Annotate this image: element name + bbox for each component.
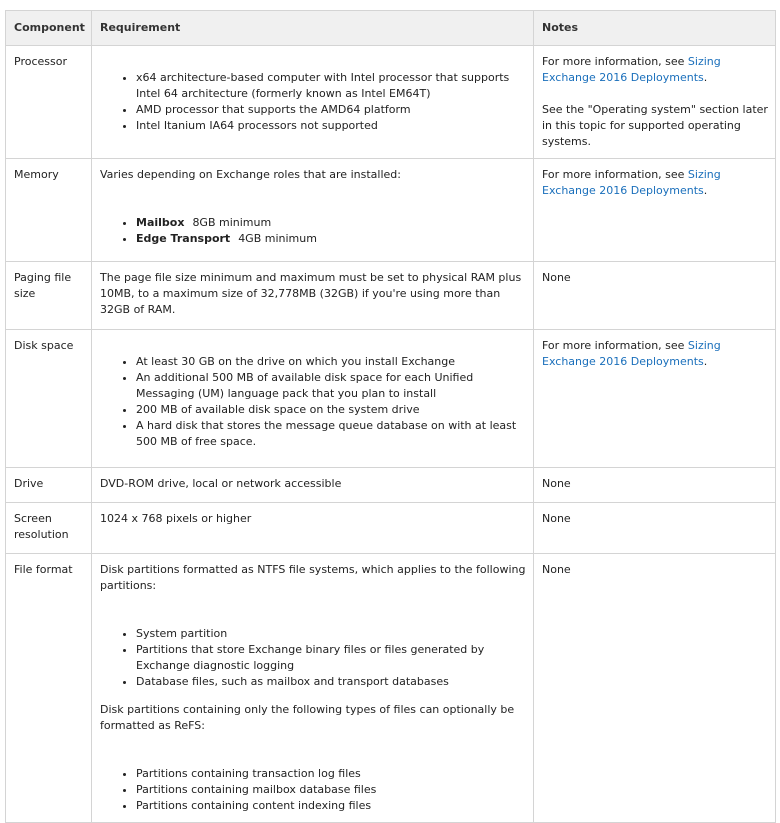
list-item: • Partitions containing transaction log files xyxy=(136,766,527,782)
header-notes: Notes xyxy=(534,11,776,46)
notes-cell: None xyxy=(534,262,776,330)
list-item: • x64 architecture-based computer with Intel processor that supports Intel 64 architecture (formerly known as Intel EM64T) xyxy=(136,70,527,102)
notes-text: For more information, see Sizing Exchange 2016 Deployments. xyxy=(542,55,721,84)
role-value: 8GB minimum xyxy=(192,216,272,229)
component-cell: Memory xyxy=(6,159,92,262)
requirement-cell xyxy=(92,159,534,262)
notes-cell xyxy=(534,46,776,159)
header-requirement: Requirement xyxy=(92,11,534,46)
notes-cell xyxy=(534,330,776,468)
list-item: • Partitions containing mailbox database files xyxy=(136,782,527,798)
requirement-list-refs xyxy=(100,766,527,814)
table-row-file-format xyxy=(6,554,776,823)
list-item: • AMD processor that supports the AMD64 platform xyxy=(136,102,527,118)
component-cell: Processor xyxy=(6,46,92,159)
notes-text-os: See the "Operating system" section later in this topic for supported operating systems. xyxy=(542,103,768,148)
requirement-cell xyxy=(92,554,534,823)
table-header-row xyxy=(6,11,776,46)
component-cell: Paging file size xyxy=(6,262,92,330)
component-cell: Screen resolution xyxy=(6,503,92,554)
requirement-cell: The page file size minimum and maximum must be set to physical RAM plus 10MB, to a maximum size of 32,778MB (32GB) if you're using more than 32GB of RAM. xyxy=(92,262,534,330)
notes-cell: None xyxy=(534,554,776,823)
requirement-intro-refs: Disk partitions containing only the following types of files can optionally be formatted as ReFS: xyxy=(100,703,515,732)
role-value: 4GB minimum xyxy=(238,232,317,245)
requirement-cell xyxy=(92,330,534,468)
list-item: • Intel Itanium IA64 processors not supported xyxy=(136,118,527,134)
notes-text: For more information, see Sizing Exchange 2016 Deployments. xyxy=(542,339,721,368)
requirement-list xyxy=(100,215,527,247)
list-item: • System partition xyxy=(136,626,527,642)
list-item: • At least 30 GB on the drive on which you install Exchange xyxy=(136,354,527,370)
list-item: • 200 MB of available disk space on the system drive xyxy=(136,402,527,418)
component-cell: Disk space xyxy=(6,330,92,468)
sizing-exchange-link[interactable]: Sizing Exchange 2016 Deployments xyxy=(542,55,721,84)
list-item xyxy=(136,231,527,247)
table-row-screen xyxy=(6,503,776,554)
requirement-list xyxy=(100,354,527,450)
table-row-paging xyxy=(6,262,776,330)
role-name: Mailbox xyxy=(136,216,185,229)
requirements-table xyxy=(5,10,776,823)
list-item: • An additional 500 MB of available disk space for each Unified Messaging (UM) language pack that you plan to install xyxy=(136,370,527,402)
role-name: Edge Transport xyxy=(136,232,231,245)
requirement-intro: Disk partitions formatted as NTFS file systems, which applies to the following partitions: xyxy=(100,563,526,592)
list-item: • Partitions that store Exchange binary files or files generated by Exchange diagnostic logging xyxy=(136,642,527,674)
list-item: • Database files, such as mailbox and transport databases xyxy=(136,674,527,690)
requirement-cell xyxy=(92,46,534,159)
requirement-cell: 1024 x 768 pixels or higher xyxy=(92,503,534,554)
requirement-cell: DVD-ROM drive, local or network accessible xyxy=(92,468,534,503)
component-cell: File format xyxy=(6,554,92,823)
notes-cell: None xyxy=(534,503,776,554)
component-cell: Drive xyxy=(6,468,92,503)
table-row-drive xyxy=(6,468,776,503)
requirement-intro: Varies depending on Exchange roles that are installed: xyxy=(100,168,401,181)
notes-cell xyxy=(534,159,776,262)
list-item: • Partitions containing content indexing files xyxy=(136,798,527,814)
sizing-exchange-link[interactable]: Sizing Exchange 2016 Deployments xyxy=(542,339,721,368)
requirement-list xyxy=(100,626,527,690)
notes-cell: None xyxy=(534,468,776,503)
notes-text: For more information, see Sizing Exchange 2016 Deployments. xyxy=(542,168,721,197)
sizing-exchange-link[interactable]: Sizing Exchange 2016 Deployments xyxy=(542,168,721,197)
list-item: • A hard disk that stores the message queue database on with at least 500 MB of free space. xyxy=(136,418,527,450)
table-row-disk xyxy=(6,330,776,468)
table-row-memory xyxy=(6,159,776,262)
list-item xyxy=(136,215,527,231)
header-component: Component xyxy=(6,11,92,46)
table-row-processor xyxy=(6,46,776,159)
requirement-list xyxy=(100,70,527,134)
